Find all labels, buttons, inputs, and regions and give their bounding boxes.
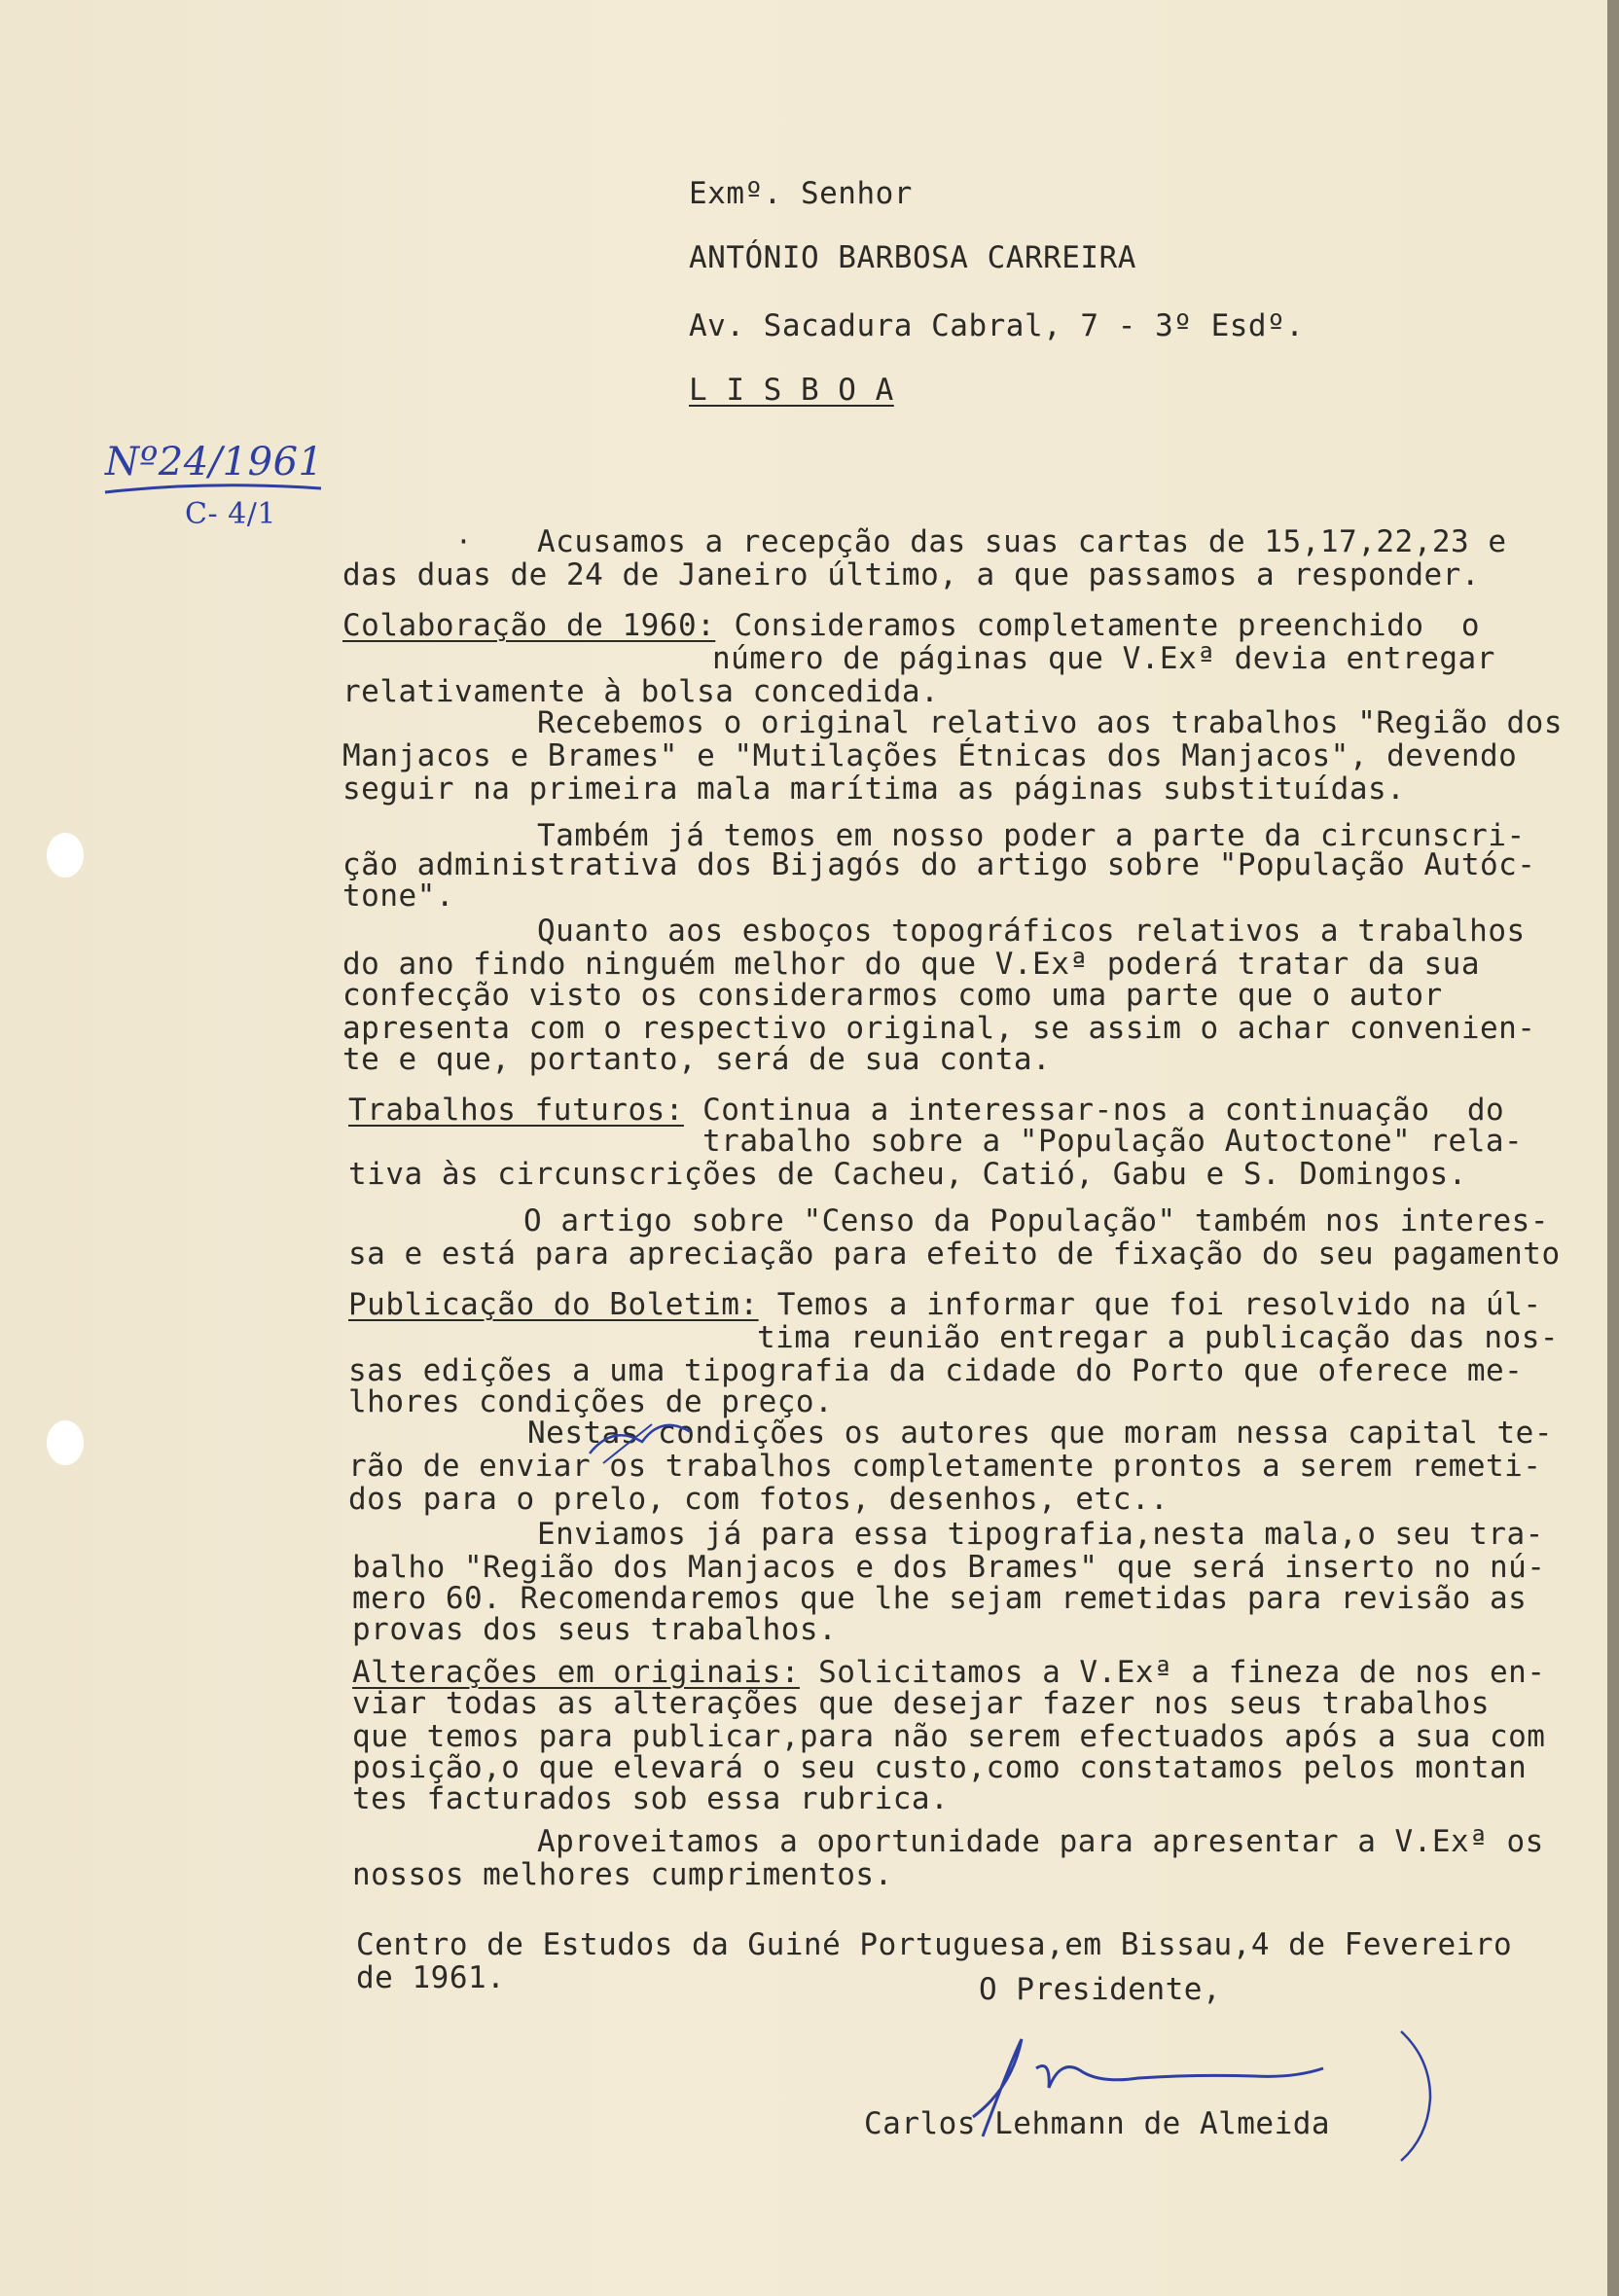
- body-line: das duas de 24 de Janeiro último, a que passamos a responder.: [342, 557, 1480, 592]
- body-line: tiva às circunscrições de Cacheu, Catió, Gabu e S. Domingos.: [348, 1157, 1467, 1192]
- body-line: lhores condições de preço.: [348, 1384, 834, 1419]
- body-line: rão de enviar os trabalhos completamente prontos a serem remeti-: [348, 1449, 1542, 1484]
- body-line: sas edições a uma tipografia da cidade do Porto que oferece me-: [348, 1353, 1524, 1388]
- addressee-name: ANTÓNIO BARBOSA CARREIRA: [689, 240, 1136, 275]
- body-line: número de páginas que V.Exª devia entregar: [712, 641, 1495, 676]
- signature: [944, 2020, 1469, 2166]
- addressee-city: L I S B O A: [689, 373, 894, 408]
- body-line: Enviamos já para essa tipografia,nesta mala,o seu tra-: [537, 1517, 1544, 1552]
- body-line: Aproveitamos a oportunidade para apresentar a V.Exª os: [537, 1824, 1544, 1859]
- section-heading-text: Colaboração de 1960:: [342, 608, 716, 643]
- body-line: posição,o que elevará o seu custo,como constatamos pelos montan: [352, 1750, 1528, 1785]
- section-heading-collaboration: [342, 609, 1480, 642]
- signatory-name: Carlos Lehmann de Almeida: [864, 2106, 1331, 2141]
- body-line: te e que, portanto, será de sua conta.: [342, 1042, 1052, 1077]
- body-line: tes facturados sob essa rubrica.: [352, 1781, 950, 1816]
- section-heading-future-work: [348, 1094, 1504, 1127]
- body-line: apresenta com o respectivo original, se assim o achar convenien-: [342, 1011, 1536, 1046]
- body-line: ção administrativa dos Bijagós do artigo sobre "População Autóc-: [342, 847, 1536, 882]
- reference-number: Nº24/1961: [105, 440, 324, 484]
- body-line: confecção visto os considerarmos como uma parte que o autor: [342, 978, 1443, 1013]
- body-line: Recebemos o original relativo aos trabalhos "Região dos: [537, 705, 1563, 740]
- body-line: Nestas condições os autores que moram nessa capital te-: [527, 1416, 1553, 1451]
- body-line: sa e está para apreciação para efeito de fixação do seu pagamento: [348, 1237, 1561, 1272]
- body-line: O artigo sobre "Censo da População" também nos interes-: [523, 1203, 1549, 1238]
- body-line: Consideramos completamente preenchido o: [715, 608, 1480, 643]
- section-heading-text: Publicação do Boletim:: [348, 1287, 759, 1322]
- punch-hole-top: [47, 833, 84, 878]
- typed-dot-mark: ·: [455, 525, 472, 557]
- section-heading-text: Alterações em originais:: [352, 1655, 800, 1690]
- addressee-street: Av. Sacadura Cabral, 7 - 3º Esdº.: [689, 308, 1305, 343]
- place-date-line: Centro de Estudos da Guiné Portuguesa,em Bissau,4 de Fevereiro: [356, 1927, 1513, 1962]
- body-line: que temos para publicar,para não serem efectuados após a sua com: [352, 1719, 1546, 1754]
- section-heading-text: Trabalhos futuros:: [348, 1093, 684, 1128]
- body-line: do ano findo ninguém melhor do que V.Exª poderá tratar da sua: [342, 947, 1480, 982]
- file-reference: C- 4/1: [185, 497, 276, 531]
- section-heading-alterations: [352, 1656, 1545, 1689]
- body-line: Acusamos a recepção das suas cartas de 15,17,22,23 e: [537, 524, 1507, 559]
- body-line: tone".: [342, 879, 454, 914]
- place-date-line: de 1961.: [356, 1960, 506, 1995]
- body-line: Temos a informar que foi resolvido na úl-: [758, 1287, 1542, 1322]
- section-heading-bulletin: [348, 1288, 1541, 1321]
- body-line: Também já temos em nosso poder a parte da circunscri-: [537, 818, 1526, 853]
- body-line: relativamente à bolsa concedida.: [342, 674, 940, 709]
- handwritten-correction: [584, 1405, 710, 1473]
- body-line: Solicitamos a V.Exª a fineza de nos en-: [799, 1655, 1546, 1690]
- body-line: provas dos seus trabalhos.: [352, 1612, 838, 1647]
- body-line: tima reunião entregar a publicação das nos-: [757, 1320, 1560, 1355]
- body-line: balho "Região dos Manjacos e dos Brames" que será inserto no nú-: [352, 1550, 1546, 1585]
- body-line: Continua a interessar-nos a continuação do: [683, 1093, 1505, 1128]
- body-line: mero 60. Recomendaremos que lhe sejam remetidas para revisão as: [352, 1581, 1528, 1616]
- body-line: viar todas as alterações que desejar fazer nos seus trabalhos: [352, 1686, 1490, 1721]
- body-line: seguir na primeira mala marítima as páginas substituídas.: [342, 771, 1406, 807]
- body-line: trabalho sobre a "População Autoctone" rela-: [702, 1124, 1524, 1159]
- body-line: nossos melhores cumprimentos.: [352, 1857, 893, 1892]
- body-line: Manjacos e Brames" e "Mutilações Étnicas dos Manjacos", devendo: [342, 738, 1518, 773]
- scan-edge: [1607, 0, 1619, 2296]
- body-line: Quanto aos esboços topográficos relativos a trabalhos: [537, 914, 1526, 949]
- signatory-title: O Presidente,: [979, 1972, 1222, 2007]
- salutation: Exmº. Senhor: [689, 176, 913, 211]
- punch-hole-bottom: [47, 1420, 84, 1465]
- body-line: dos para o prelo, com fotos, desenhos, etc..: [348, 1482, 1169, 1517]
